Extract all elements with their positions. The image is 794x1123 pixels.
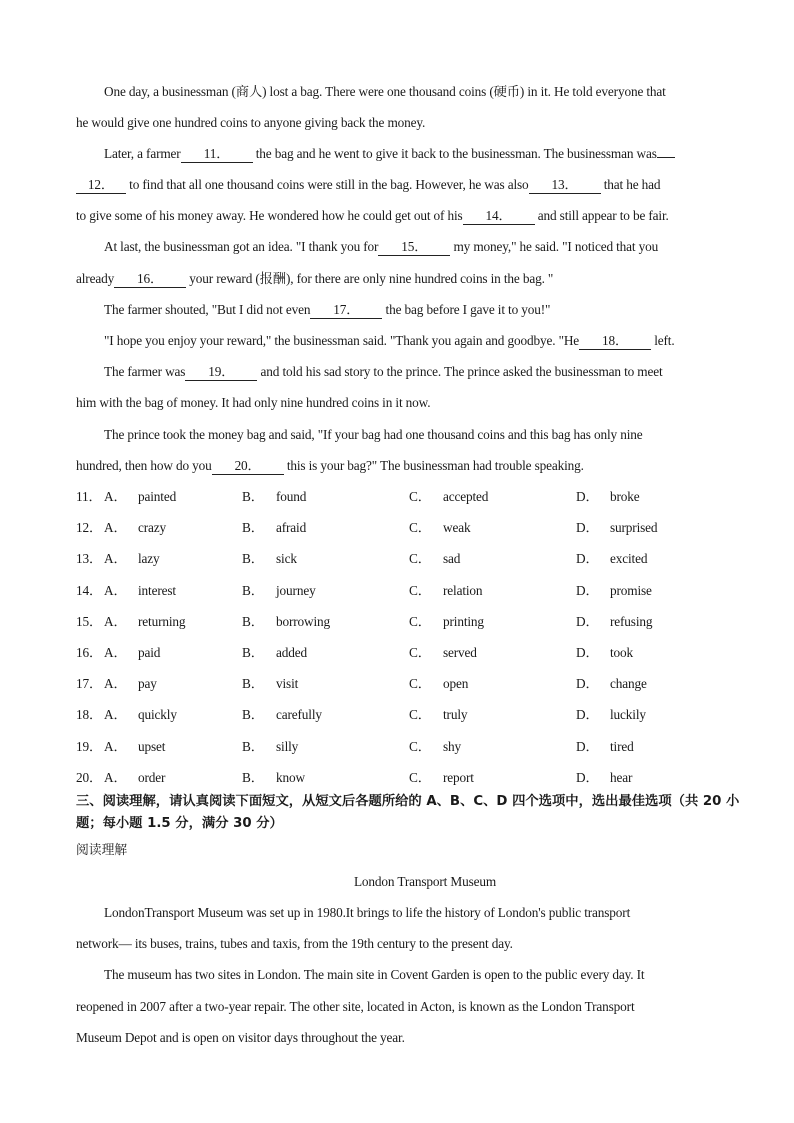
passage-p1-line2: network— its buses, trains, tubes and taxis, from the 19th century to the present day. [76,936,513,951]
text-segment: my money," he said. "I noticed that you [450,239,659,254]
passage-p2-line2: reopened in 2007 after a two-year repair. The other site, located in Acton, is known as the London Transport [76,999,635,1014]
blank-19[interactable]: 19． [185,364,257,381]
option-a[interactable]: upset [138,738,166,754]
option-letter-d: D． [576,645,599,660]
question-number: 12． [76,520,103,536]
option-letter-a: A． [104,551,127,567]
text-segment: hundred, then how do you [76,458,212,473]
option-b[interactable]: carefully [276,707,322,723]
question-number: 14． [76,582,103,598]
option-letter-d: D． [576,489,599,504]
option-letter-a: A． [104,738,127,754]
option-a[interactable]: lazy [138,551,160,567]
option-letter-b: B． [242,738,264,754]
option-a[interactable]: pay [138,676,157,692]
option-letter-b: B． [242,613,264,629]
option-a[interactable]: interest [138,582,176,598]
blank-15[interactable]: 15． [378,239,450,256]
cloze-p4-line1 [104,301,550,319]
option-c[interactable]: served [443,645,477,660]
passage-title: London Transport Museum [353,874,497,889]
question-number: 18． [76,707,103,723]
blank-20[interactable]: 20． [212,458,284,475]
text-segment: left. [651,333,675,348]
option-c[interactable]: shy [443,738,462,754]
text-segment: and still appear to be fair. [534,208,669,223]
option-letter-d: D． [576,613,599,629]
option-letter-d: D． [576,582,599,598]
text-segment: already [76,271,115,286]
question-number: 17． [76,676,103,692]
option-b[interactable]: silly [276,738,299,754]
option-a[interactable]: painted [138,489,177,504]
question-number: 13． [76,551,103,567]
option-d[interactable]: refusing [610,613,653,629]
option-d[interactable]: took [610,645,634,660]
cloze-p3-line1 [104,238,658,256]
option-letter-d: D． [576,676,599,692]
option-letter-b: B． [242,707,264,723]
cloze-p5-line1 [104,332,675,350]
option-letter-a: A． [104,676,127,692]
option-letter-b: B． [242,645,264,660]
question-number: 19． [76,738,103,754]
option-c[interactable]: open [443,676,469,692]
cloze-p2-line3 [76,207,669,225]
option-letter-b: B． [242,769,264,785]
option-letter-d: D． [576,551,599,567]
option-c[interactable]: accepted [443,489,489,504]
option-d[interactable]: broke [610,489,640,504]
cloze-p6-line1 [104,363,663,381]
option-letter-c: C． [409,707,431,723]
text-segment: "I hope you enjoy your reward," the businessman said. "Thank you again and goodbye. "He [104,333,580,348]
option-b[interactable]: journey [276,582,316,598]
cloze-p6-line2: him with the bag of money. It had only nine hundred coins in it now. [76,395,431,410]
cloze-p7-line1: The prince took the money bag and said, "If your bag had one thousand coins and this bag has only nine [104,427,643,442]
question-number: 20． [76,769,103,785]
text-segment: the bag and he went to give it back to the businessman. The businessman was [252,146,657,161]
option-letter-c: C． [409,645,431,660]
option-letter-c: C． [409,551,431,567]
option-d[interactable]: promise [610,582,652,598]
text-segment: to give some of his money away. He wondered how he could get out of his [76,208,463,223]
passage-p2-line1: The museum has two sites in London. The main site in Covent Garden is open to the public every day. It [104,967,645,982]
option-b[interactable]: know [276,769,305,785]
option-row [76,769,756,787]
text-segment: The farmer was [104,364,186,379]
option-b[interactable]: sick [276,551,297,567]
option-letter-a: A． [104,613,127,629]
blank-16[interactable]: 16． [114,271,186,288]
option-letter-b: B． [242,676,264,692]
question-number: 15． [76,613,103,629]
option-d[interactable]: hear [610,769,633,785]
option-d[interactable]: tired [610,738,634,754]
option-d[interactable]: change [610,676,647,692]
text-segment: At last, the businessman got an idea. "I thank you for [104,239,379,254]
option-letter-c: C． [409,489,431,504]
text-segment: this is your bag?" The businessman had trouble speaking. [283,458,584,473]
option-letter-b: B． [242,489,264,504]
option-letter-d: D． [576,738,599,754]
text-segment: and told his sad story to the prince. The prince asked the businessman to meet [257,364,663,379]
option-a[interactable]: crazy [138,520,167,536]
option-letter-a: A． [104,707,127,723]
blank-18[interactable]: 18． [579,333,651,350]
option-letter-d: D． [576,707,599,723]
option-row [76,644,756,662]
option-row [76,519,756,537]
text-segment: that he had [600,177,661,192]
section-heading: 三、阅读理解，请认真阅读下面短文，从短文后各题所给的 A、B、C、D 四个选项中，选出最佳选项（共 20 小题；每小题 1.5 分，满分 30 分） [76,794,740,831]
option-b[interactable]: found [276,489,307,504]
cloze-p2-line2 [76,176,660,194]
cloze-p7-line2 [76,457,584,475]
passage-p2-line3: Museum Depot and is open on visitor days throughout the year. [76,1030,405,1045]
option-d[interactable]: excited [610,551,648,567]
option-a[interactable]: quickly [138,707,177,723]
option-a[interactable]: returning [138,613,186,629]
option-d[interactable]: luckily [610,707,646,723]
option-c[interactable]: printing [443,613,484,629]
text-segment: Later, a farmer [104,146,181,161]
option-letter-c: C． [409,676,431,692]
text-segment: the bag before I gave it to you!" [382,302,551,317]
option-b[interactable]: borrowing [276,613,331,629]
option-row [76,582,756,600]
section-subheading: 阅读理解 [76,843,128,858]
option-c[interactable]: truly [443,707,468,723]
blank-12-start[interactable] [657,157,675,158]
option-letter-c: C． [409,613,431,629]
option-c[interactable]: report [443,769,474,785]
cloze-p2-line1 [104,145,675,163]
option-letter-a: A． [104,489,127,504]
question-number: 16． [76,645,103,660]
option-row [76,675,756,693]
option-letter-a: A． [104,582,127,598]
option-letter-b: B． [242,582,264,598]
option-letter-d: D． [576,769,599,785]
blank-12[interactable]: 12． [76,177,126,194]
option-row [76,706,756,724]
option-d[interactable]: surprised [610,520,658,536]
option-b[interactable]: visit [276,676,299,692]
blank-11[interactable]: 11． [181,146,253,163]
blank-13[interactable]: 13． [529,177,601,194]
blank-14[interactable]: 14． [463,208,535,225]
option-row [76,738,756,756]
option-c[interactable]: sad [443,551,461,567]
option-letter-a: A． [104,645,127,660]
option-letter-d: D． [576,520,599,536]
option-b[interactable]: afraid [276,520,307,536]
option-a[interactable]: paid [138,645,161,660]
text-segment: to find that all one thousand coins were still in the bag. However, he was also [126,177,529,192]
option-c[interactable]: weak [443,520,471,536]
option-row [76,613,756,631]
option-letter-c: C． [409,582,431,598]
option-letter-b: B． [242,520,264,536]
cloze-p1-line2: he would give one hundred coins to anyone giving back the money. [76,115,426,130]
option-letter-c: C． [409,769,431,785]
blank-17[interactable]: 17． [310,302,382,319]
text-segment: your reward (报酬), for there are only nine hundred coins in the bag. " [186,271,554,286]
option-b[interactable]: added [276,645,307,660]
option-a[interactable]: order [138,769,166,785]
option-letter-c: C． [409,738,431,754]
option-letter-c: C． [409,520,431,536]
option-letter-a: A． [104,769,127,785]
text-segment: The farmer shouted, "But I did not even [104,302,311,317]
option-row [76,550,756,568]
option-row [76,488,756,506]
cloze-p3-line2 [76,270,553,288]
option-letter-a: A． [104,520,127,536]
passage-p1-line1: LondonTransport Museum was set up in 1980.It brings to life the history of London's public transport [104,905,631,920]
option-c[interactable]: relation [443,582,483,598]
cloze-p1-line1: One day, a businessman (商人) lost a bag. There were one thousand coins (硬币) in it. He told everyone that [104,84,666,99]
option-letter-b: B． [242,551,264,567]
question-number: 11． [76,489,102,504]
